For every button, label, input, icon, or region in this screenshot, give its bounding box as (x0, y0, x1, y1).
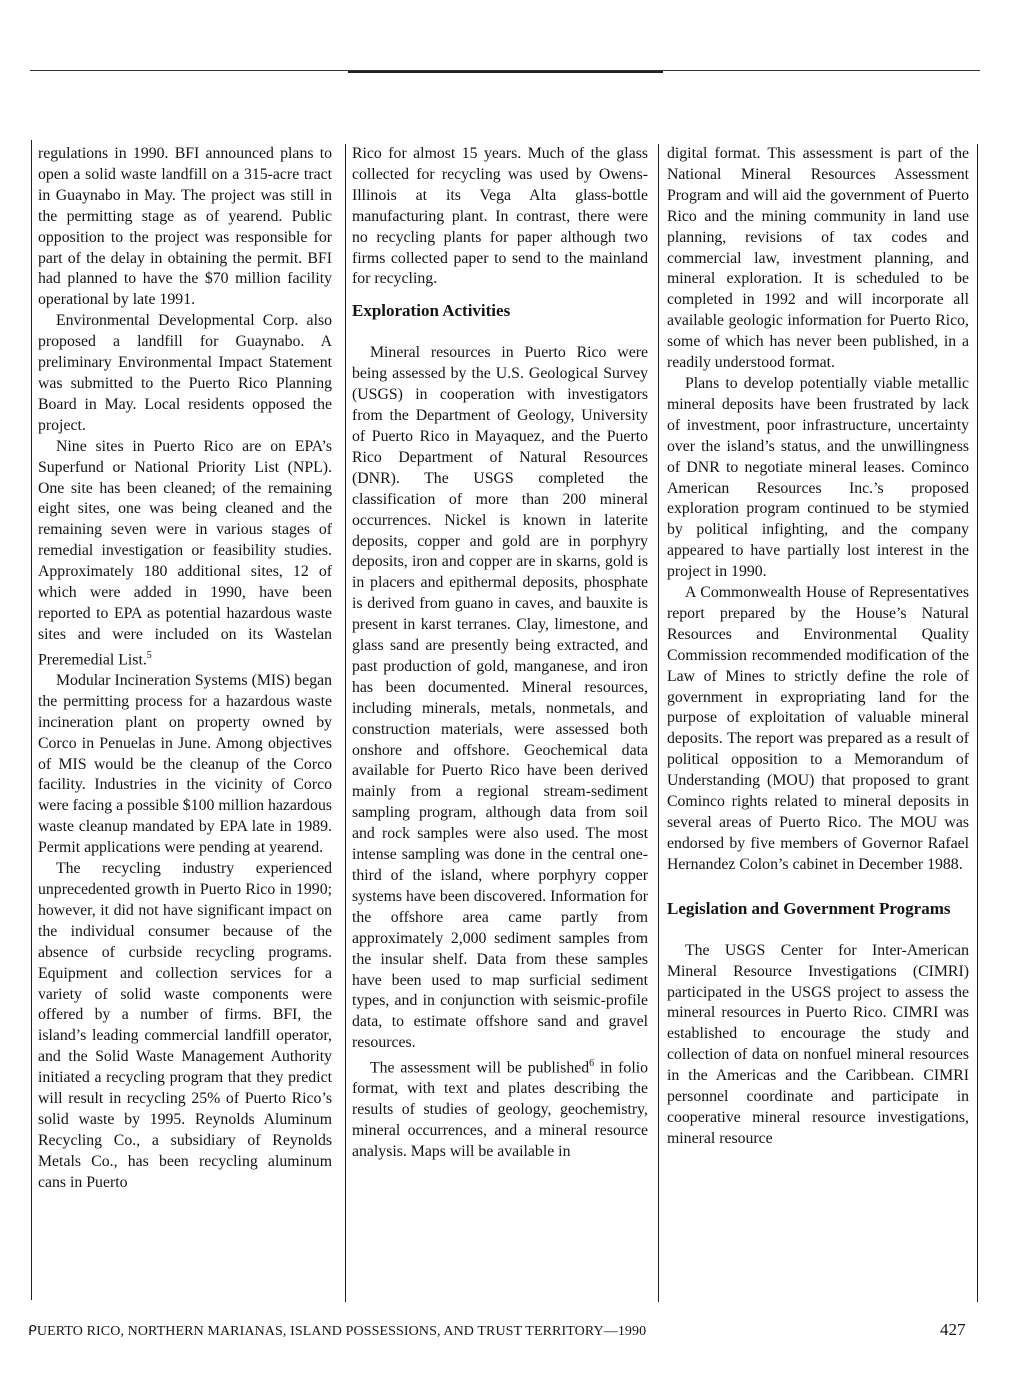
paragraph-text: in folio format, with text and plates describing the results of studies of geology, geochemistry, mineral occurrences, and a mineral resource analysis. Maps will be available in (352, 1059, 648, 1161)
spacer (667, 919, 969, 941)
paragraph: Mineral resources in Puerto Rico were being assessed by the U.S. Geological Survey (USGS) in cooperation with investigators from the Department of Geology, University of Puerto Rico in Mayaquez, and the Puerto Rico Department of Natural Resources (DNR). The USGS completed the classification of more than 200 mineral occurrences. Nickel is known in laterite deposits, copper and gold are in porphyry deposits, iron and copper are in skarns, gold is in placers and epithermal deposits, phosphate is derived from guano in caves, and bauxite is present in karst terranes. Clay, limestone, and glass sand are presently being extracted, and past production of gold, manganese, and iron has been documented. Mineral resources, including minerals, metals, nonmetals, and construction materials, were assessed both onshore and offshore. Geochemical data available for Puerto Rico have been derived mainly from a regional stream-sediment sampling program, although data from soil and rock samples were also used. The most intense sampling was done in the central one-third of the island, where porphyry copper systems have been discovered. Information for the offshore area came partly from approximately 2,000 sediment samples from the insular shelf. Data from these samples have been used to map surficial sediment types, and in conjunction with seismic-profile data, to estimate offshore sand and gravel resources. (352, 344, 648, 1052)
header-rule-accent (348, 71, 663, 73)
paragraph-text: The assessment will be published (370, 1059, 590, 1077)
paragraph: A Commonwealth House of Representatives report prepared by the House’s Natural Resources and Environmental Quality Commission recommended modification of the Law of Mines to strictly define the role of government in expropriating land for the purpose of exploitation of valuable mineral deposits. The report was prepared as a result of political opposition to a Memorandum of Understanding (MOU) that proposed to grant Cominco rights related to mineral deposits in several areas of Puerto Rico. The MOU was endorsed by five members of Governor Rafael Hernandez Colon’s cabinet in December 1988. (667, 584, 969, 873)
text-column-3 (667, 144, 969, 1299)
paragraph-text: Nine sites in Puerto Rico are on EPA’s Superfund or National Priority List (NPL). One site has been cleaned; of the remaining eight sites, one was being cleaned and the remaining seven were in various stages of remedial investigation or feasibility studies. Approximately 180 additional sites, 12 of which were added in 1990, have been reported to EPA as potential hazardous waste sites and were included on its Wastelan Preremedial List. (38, 437, 332, 669)
paragraph: The recycling industry experienced unprecedented growth in Puerto Rico in 1990; however, it did not have significant impact on the individual consumer because of the absence of curbside recycling programs. Equipment and collection services for a variety of solid waste components were offered by a number of firms. BFI, the island’s leading commercial landfill operator, and the Solid Waste Management Authority initiated a recycling program that they predict will result in recycling 25% of Puerto Rico’s solid waste by 1995. Reynolds Aluminum Recycling Co., a subsidiary of Reynolds Metals Co., has been recycling aluminum cans in Puerto (38, 860, 332, 1191)
paragraph: digital format. This assessment is part of the National Mineral Resources Assessment Program and will aid the government of Puerto Rico and the mining community in land use planning, revisions of tax codes and commercial law, investment planning, and mineral exploration. It is scheduled to be completed in 1992 and will incorporate all available geologic information for Puerto Rico, some of which has never been published, in a readily understood format. (667, 145, 969, 372)
paragraph (352, 1054, 648, 1163)
spacer (352, 321, 648, 343)
spacer (352, 290, 648, 300)
column-rule-1 (345, 144, 346, 1302)
paragraph: Rico for almost 15 years. Much of the glass collected for recycling was used by Owens-Illinois at its Vega Alta glass-bottle manufacturing plant. In contrast, there were no recycling plants for paper although two firms collected paper to send to the mainland for recycling. (352, 145, 648, 288)
paragraph (38, 437, 332, 671)
footnote-ref: 6 (589, 1058, 595, 1070)
paragraph: regulations in 1990. BFI announced plans to open a solid waste landfill on a 315-acre tract in Guaynabo in May. The project was still in the permitting stage as of yearend. Public opposition to the project was responsible for part of the delay in obtaining the permit. BFI had planned to have the $70 million facility operational by late 1991. (38, 145, 332, 309)
paragraph: Plans to develop potentially viable metallic mineral deposits have been frustrated by lack of investment, poor infrastructure, uncertainty over the island’s status, and the unwillingness of DNR to negotiate mineral leases. Cominco American Resources Inc.’s proposed exploration program continued to be stymied by political infighting, and the company appeared to have partially lost interest in the project in 1990. (667, 374, 969, 581)
footnote-ref: 5 (146, 649, 152, 661)
column-rule-left (31, 140, 32, 1300)
paragraph: Modular Incineration Systems (MIS) began the permitting process for a hazardous waste incineration plant on property owned by Corco in Penuelas in June. Among objectives of MIS would be the cleanup of the Corco facility. Industries in the vicinity of Corco were facing a possible $100 million hazardous waste cleanup mandated by EPA late in 1989. Permit applications were pending at yearend. (38, 671, 332, 857)
text-column-1 (38, 144, 332, 1299)
page-number: 427 (940, 1320, 966, 1339)
column-rule-right (977, 144, 978, 1302)
spacer (667, 876, 969, 898)
paragraph: The USGS Center for Inter-American Mineral Resource Investigations (CIMRI) participated in the USGS project to assess the mineral resources in Puerto Rico. CIMRI was established to encourage the study and collection of data on nonfuel mineral resources in the Americas and the Caribbean. CIMRI personnel coordinate and participate in cooperative mineral resource investigations, mineral resource (667, 941, 969, 1147)
column-rule-2 (658, 144, 659, 1302)
section-heading-legislation: Legislation and Government Programs (667, 898, 951, 918)
paragraph: Environmental Developmental Corp. also proposed a landfill for Guaynabo. A preliminary Environmental Impact Statement was submitted to the Puerto Rico Planning Board in May. Local residents opposed the project. (38, 312, 332, 434)
section-heading-exploration: Exploration Activities (352, 301, 511, 321)
text-column-2 (352, 144, 648, 1299)
running-footer-title: ᑭUERTO RICO, NORTHERN MARIANAS, ISLAND POSSESSIONS, AND TRUST TERRITORY—1990 (28, 1324, 647, 1339)
